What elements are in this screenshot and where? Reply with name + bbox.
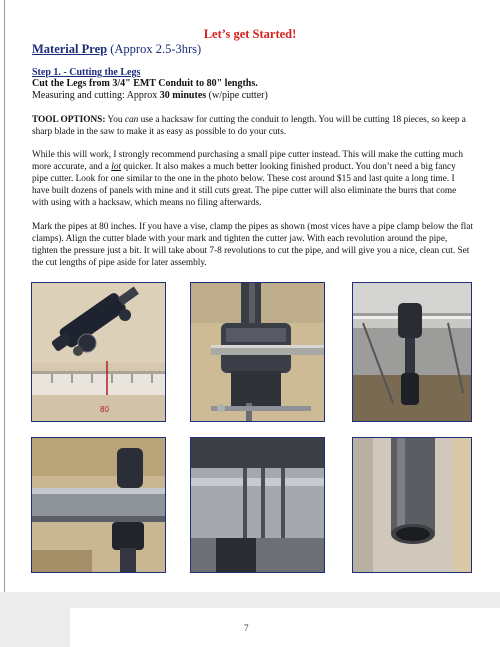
left-margin-rule bbox=[4, 0, 5, 592]
measure-time: 30 minutes bbox=[159, 90, 207, 101]
step-measure bbox=[32, 90, 268, 101]
photo-cutter-on-pipe bbox=[352, 282, 472, 422]
photo-cutter-closeup bbox=[31, 437, 166, 573]
step-instruction: Cut the Legs from 3/4" EMT Conduit to 80" lengths. bbox=[32, 78, 258, 89]
photo-pipe-in-vise bbox=[190, 282, 325, 422]
cutter-text-2: quicker. It also makes a much better looking finished product. You don’t need a big fancy pipe cutter. Look for one similar to the one in the photo below. These cost around $15 and last quite a long time. I have built dozens of panels with mine and it still cuts great. The pipe cutter will also eliminate the burrs that come with using with a hacksaw, which means no filing afterwards. bbox=[32, 162, 457, 208]
tool-options-text-2: use a hacksaw for cutting the conduit to length. You will be cutting 18 pieces, so keep a sharp blade in the saw to make it as easy as possible to do your cuts. bbox=[32, 115, 466, 137]
paragraph-tool-options bbox=[32, 114, 474, 138]
paragraph-pipe-cutter bbox=[32, 149, 474, 209]
section-heading-label: Material Prep bbox=[32, 42, 108, 56]
tool-options-emphasis: can bbox=[124, 115, 139, 125]
photo-pipe-cut-groove bbox=[190, 437, 325, 573]
tape-mark-label: 80 bbox=[100, 405, 109, 414]
page-title: Let’s get Started! bbox=[203, 27, 297, 41]
page-number: 7 bbox=[244, 623, 249, 633]
tool-options-text-1: You bbox=[105, 115, 125, 125]
measure-label: Measuring and cutting: Approx bbox=[32, 90, 160, 101]
section-heading bbox=[32, 42, 201, 57]
photo-pipe-cutter-tape bbox=[31, 282, 166, 422]
page-footer bbox=[70, 608, 500, 647]
tool-options-label: TOOL OPTIONS: bbox=[32, 115, 106, 125]
paragraph-mark-pipes: Mark the pipes at 80 inches. If you have a vise, clamp the pipes as shown (most vices have a pipe clamp below the flat clamps). Align the cutter blade with your mark and tighten the cutter jaw. With each revolution around the pipe, tighten the pressure just a bit. It will take about 7-8 revolutions to cut the pipe, and will give you a nice, clean cut. Set the cut lengths of pipe aside for later assembly. bbox=[32, 222, 473, 268]
photo-clean-pipe-end bbox=[352, 437, 472, 573]
cutter-text-1: While this will work, I strongly recommend purchasing a small pipe cutter instead. This will make the cutting much more accurate, and a bbox=[32, 150, 464, 172]
measure-suffix: (w/pipe cutter) bbox=[206, 90, 268, 101]
section-heading-note: (Approx 2.5-3hrs) bbox=[107, 42, 202, 56]
step-heading: Step 1. - Cutting the Legs bbox=[32, 67, 141, 78]
cutter-emphasis: lot bbox=[111, 162, 122, 172]
